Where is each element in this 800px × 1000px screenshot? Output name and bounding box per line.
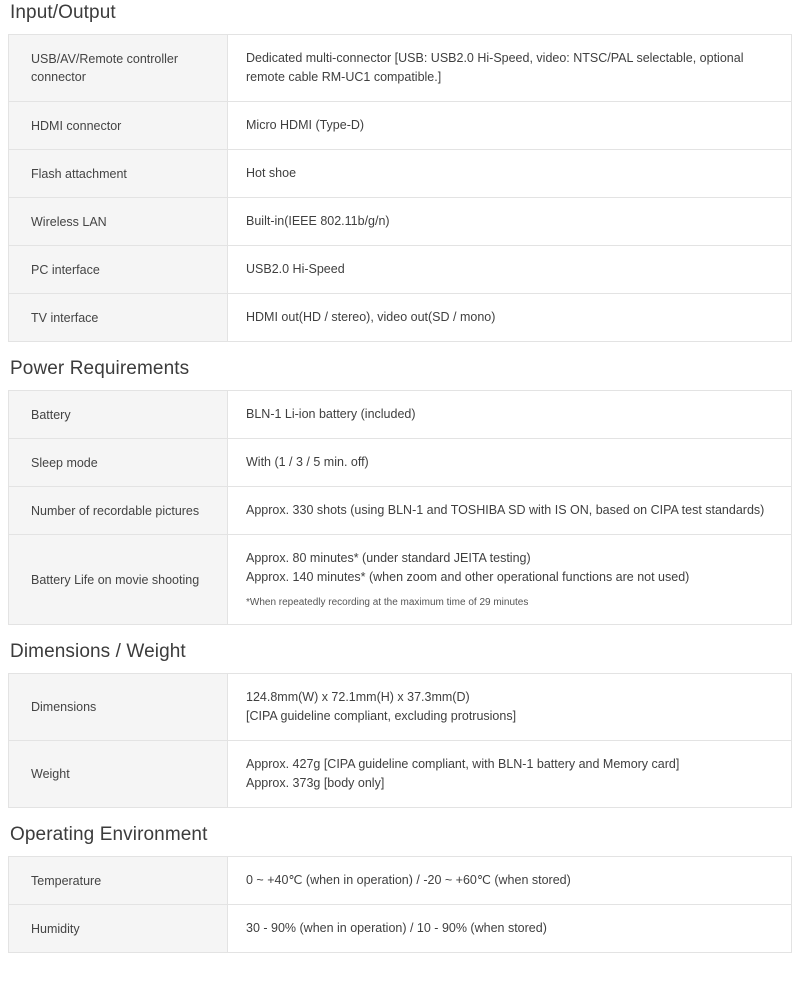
spec-value-line: BLN-1 Li-ion battery (included)	[246, 407, 416, 421]
spec-value	[228, 102, 792, 150]
spec-label: PC interface	[9, 246, 228, 294]
spec-value	[228, 391, 792, 439]
spec-value-line: Dedicated multi-connector [USB: USB2.0 Hi-Speed, video: NTSC/PAL selectable, optional remote cable RM-UC1 compatible.]	[246, 51, 744, 84]
spec-value-line: Approx. 373g [body only]	[246, 776, 385, 790]
spec-value-line: [CIPA guideline compliant, excluding protrusions]	[246, 709, 517, 723]
spec-value	[228, 246, 792, 294]
table-row	[9, 857, 792, 905]
spec-footnote: *When repeatedly recording at the maximum time of 29 minutes	[246, 597, 529, 608]
spec-label: Dimensions	[9, 674, 228, 741]
table-row	[9, 487, 792, 535]
spec-value	[228, 857, 792, 905]
spec-section	[8, 356, 792, 625]
spec-label: Battery Life on movie shooting	[9, 535, 228, 625]
spec-value	[228, 439, 792, 487]
spec-value-line: HDMI out(HD / stereo), video out(SD / mono)	[246, 310, 496, 324]
spec-label: Weight	[9, 741, 228, 808]
table-row	[9, 150, 792, 198]
spec-value-line: 0 ~ +40℃ (when in operation) / -20 ~ +60℃ (when stored)	[246, 873, 571, 887]
spec-value	[228, 198, 792, 246]
spec-label: Wireless LAN	[9, 198, 228, 246]
spec-section	[8, 822, 792, 953]
table-row	[9, 674, 792, 741]
spec-value	[228, 674, 792, 741]
spec-label: Temperature	[9, 857, 228, 905]
spec-value-line: 30 - 90% (when in operation) / 10 - 90% (when stored)	[246, 921, 547, 935]
spec-label: TV interface	[9, 294, 228, 342]
table-row	[9, 102, 792, 150]
spec-value-line: Hot shoe	[246, 166, 297, 180]
table-row	[9, 246, 792, 294]
spec-value	[228, 741, 792, 808]
section-title: Operating Environment	[10, 824, 208, 845]
spec-table	[8, 856, 792, 953]
table-row	[9, 905, 792, 953]
spec-value	[228, 487, 792, 535]
table-row	[9, 294, 792, 342]
spec-value	[228, 905, 792, 953]
table-row	[9, 741, 792, 808]
spec-table	[8, 390, 792, 625]
spec-label: Humidity	[9, 905, 228, 953]
spec-label: USB/AV/Remote controller connector	[9, 35, 228, 102]
spec-table	[8, 673, 792, 808]
spec-value-line: Approx. 427g [CIPA guideline compliant, with BLN-1 battery and Memory card]	[246, 757, 680, 771]
spec-section	[8, 639, 792, 808]
section-title: Dimensions / Weight	[10, 641, 186, 662]
table-row	[9, 439, 792, 487]
section-title: Input/Output	[10, 2, 116, 23]
spec-label: Battery	[9, 391, 228, 439]
spec-value-line: Approx. 140 minutes* (when zoom and other operational functions are not used)	[246, 570, 690, 584]
spec-value-line: Approx. 80 minutes* (under standard JEITA testing)	[246, 551, 531, 565]
spec-value-line: Approx. 330 shots (using BLN-1 and TOSHIBA SD with IS ON, based on CIPA test standards)	[246, 503, 765, 517]
table-row	[9, 535, 792, 625]
spec-value-line: 124.8mm(W) x 72.1mm(H) x 37.3mm(D)	[246, 690, 470, 704]
spec-label: Flash attachment	[9, 150, 228, 198]
spec-value	[228, 150, 792, 198]
spec-table	[8, 34, 792, 342]
spec-value	[228, 35, 792, 102]
section-title: Power Requirements	[10, 358, 190, 379]
spec-value-line: USB2.0 Hi-Speed	[246, 262, 345, 276]
spec-value-line: Built-in(IEEE 802.11b/g/n)	[246, 214, 390, 228]
spec-value-line: Micro HDMI (Type-D)	[246, 118, 365, 132]
spec-value-line: With (1 / 3 / 5 min. off)	[246, 455, 369, 469]
spec-label: HDMI connector	[9, 102, 228, 150]
spec-value	[228, 294, 792, 342]
spec-label: Sleep mode	[9, 439, 228, 487]
spec-label: Number of recordable pictures	[9, 487, 228, 535]
table-row	[9, 198, 792, 246]
spec-section	[8, 0, 792, 342]
spec-value	[228, 535, 792, 625]
table-row	[9, 35, 792, 102]
table-row	[9, 391, 792, 439]
